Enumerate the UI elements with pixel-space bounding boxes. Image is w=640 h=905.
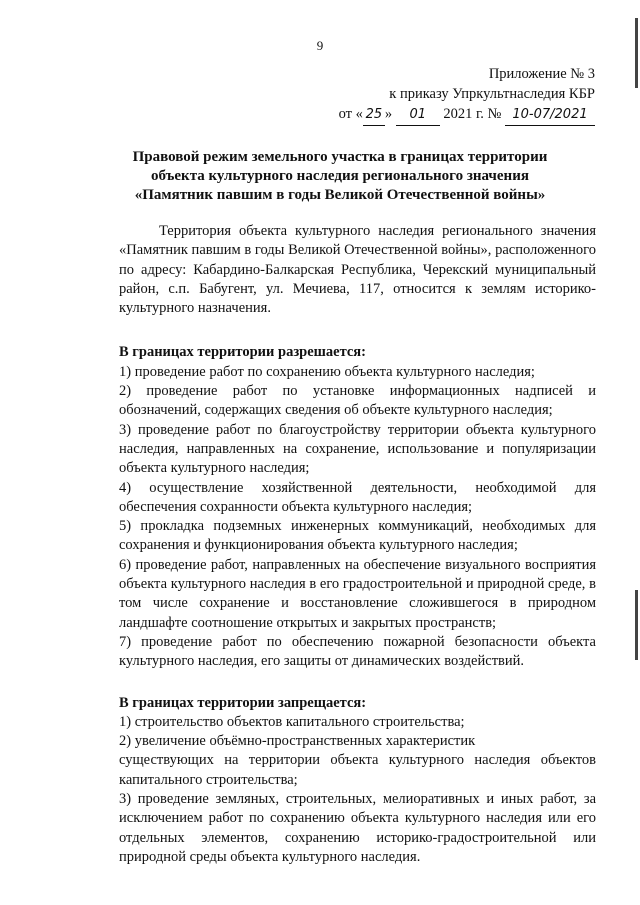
- page-number: 9: [316, 38, 324, 53]
- order-number: 10-07/2021: [505, 105, 595, 126]
- allowed-item: 6) проведение работ, направленных на обеспечение визуального восприятия объекта культурного наследия в его градостроительной и природной среде, в том числе сохранение и восстановление сложившегося в природном ландшафте соотношение открытых и закрытых пространств;: [119, 556, 596, 631]
- allowed-item: 4) осуществление хозяйственной деятельности, необходимой для обеспечения сохранности объекта культурного наследия;: [119, 479, 596, 515]
- appendix-header: [339, 64, 595, 126]
- date-month: 01: [396, 105, 440, 126]
- appendix-date-line: [339, 104, 595, 126]
- allowed-heading: В границах территории разрешается:: [119, 344, 366, 361]
- forbidden-item: 3) проведение земляных, строительных, мелиоративных и иных работ, за исключением работ по сохранению объекта культурного наследия или его отдельных элементов, сохранению историко-градостроительной или природной среды объекта культурного наследия.: [119, 791, 596, 865]
- title-line: «Памятник павшим в годы Великой Отечественной войны»: [134, 187, 546, 203]
- document-body: [119, 222, 596, 867]
- allowed-item: 3) проведение работ по благоустройству территории объекта культурного наследия, направленных на сохранение, использование и популяризации объекта культурного наследия;: [119, 421, 596, 477]
- date-prefix: от «: [338, 106, 363, 122]
- forbidden-item: 1) строительство объектов капитального строительства;: [119, 713, 465, 730]
- forbidden-item: существующих на территории объекта культурного наследия объектов капитального строительства;: [119, 752, 596, 788]
- appendix-title: Приложение № 3: [488, 66, 595, 82]
- allowed-item: 7) проведение работ по обеспечению пожарной безопасности объекта культурного наследия, его защиты от динамических воздействий.: [119, 633, 596, 670]
- forbidden-heading: В границах территории запрещается:: [119, 694, 367, 711]
- document-title: [80, 148, 600, 205]
- scan-edge-mark: [635, 590, 638, 660]
- date-mid: »: [384, 106, 393, 122]
- scan-edge-mark: [635, 18, 638, 88]
- allowed-item: 5) прокладка подземных инженерных коммуникаций, необходимых для сохранения и функционирования объекта культурного наследия;: [119, 518, 596, 554]
- appendix-order: к приказу Упркультнаследия КБР: [389, 86, 595, 102]
- date-year: 2021 г. №: [443, 106, 502, 122]
- forbidden-item: 2) увеличение объёмно-пространственных характеристик: [119, 733, 476, 750]
- title-line: Правовой режим земельного участка в границах территории: [132, 149, 548, 165]
- allowed-item: 2) проведение работ по установке информационных надписей и обозначений, содержащих сведения об объекте культурного наследия;: [119, 383, 596, 419]
- intro-paragraph: Территория объекта культурного наследия регионального значения «Памятник павшим в годы Великой Отечественной войны», расположенного по адресу: Кабардино-Балкарская Республика, Черекский муниципальный район, с.п. Бабугент, ул. Мечиева, 117, относится к землям историко-культурного назначения.: [119, 223, 596, 317]
- date-day: 25: [363, 105, 385, 126]
- title-line: объекта культурного наследия регионального значения: [151, 168, 529, 184]
- allowed-item: 1) проведение работ по сохранению объекта культурного наследия;: [119, 363, 535, 380]
